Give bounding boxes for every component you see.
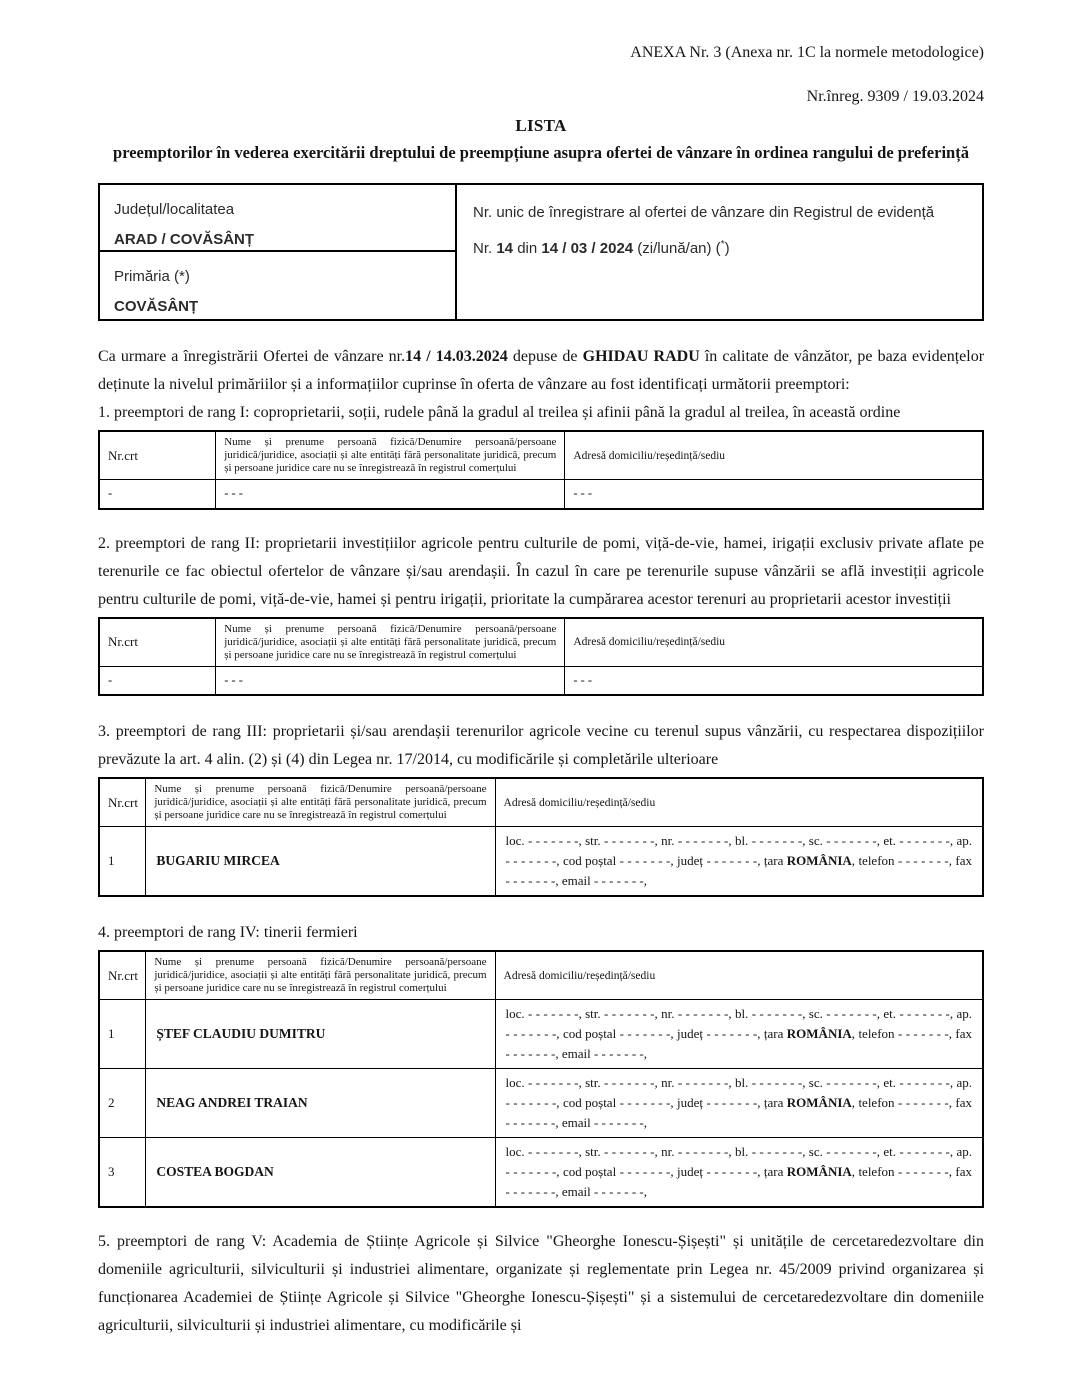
preemptor-name: BUGARIU MIRCEA: [146, 827, 495, 897]
rank1-empty-addr: - - -: [565, 480, 983, 509]
rank4-header-nr: Nr.crt: [99, 951, 146, 1000]
info-table: [98, 183, 984, 321]
rank2-empty-name: - - -: [216, 666, 565, 695]
rank1-header-addr: Adresă domiciliu/reședință/sediu: [565, 431, 983, 480]
rank4-header-addr: Adresă domiciliu/reședință/sediu: [495, 951, 983, 1000]
anexa-line: ANEXA Nr. 3 (Anexa nr. 1C la normele metodologice): [630, 44, 984, 61]
document-title: LISTA: [515, 116, 567, 135]
rank4-row-3: [99, 1138, 983, 1208]
county-value: ARAD / COVĂSÂNȚ: [114, 231, 255, 248]
preemptor-number: 3: [99, 1138, 146, 1208]
rank4-header-row: [99, 951, 983, 1000]
preemptor-name: NEAG ANDREI TRAIAN: [146, 1069, 495, 1138]
registration-number-line: Nr.înreg. 9309 / 19.03.2024: [806, 88, 984, 105]
document-subtitle: preemptorilor în vederea exercitării dreptului de preempțiune asupra ofertei de vânzare în ordinea rangului de preferință: [113, 143, 969, 162]
county-label: Județul/localitatea: [114, 201, 235, 218]
rank4-row-2: [99, 1069, 983, 1138]
preemptor-address: loc. - - - - - - -, str. - - - - - - -, nr. - - - - - - -, bl. - - - - - - -, sc. - - - - - - -, et. - - - - - - -, ap. - - - - - - -, cod poștal - - - - - - -, județ - - - - - - -, țara ROMÂNIA, telefon - - - - - - -, fax - - - - - - -, email - - - - - - -,: [495, 1000, 983, 1069]
rank2-empty-addr: - - -: [565, 666, 983, 695]
rank1-empty-name: - - -: [216, 480, 565, 509]
cityhall-cell: [100, 252, 457, 319]
rank1-header-row: [99, 431, 983, 480]
preemptor-address: loc. - - - - - - -, str. - - - - - - -, nr. - - - - - - -, bl. - - - - - - -, sc. - - - - - - -, et. - - - - - - -, ap. - - - - - - -, cod poștal - - - - - - -, județ - - - - - - -, țara ROMÂNIA, telefon - - - - - - -, fax - - - - - - -, email - - - - - - -,: [495, 827, 983, 897]
rank1-empty-nr: -: [99, 480, 216, 509]
rank3-table: [98, 777, 984, 897]
rank2-empty-nr: -: [99, 666, 216, 695]
preemptor-address: loc. - - - - - - -, str. - - - - - - -, nr. - - - - - - -, bl. - - - - - - -, sc. - - - - - - -, et. - - - - - - -, ap. - - - - - - -, cod poștal - - - - - - -, județ - - - - - - -, țara ROMÂNIA, telefon - - - - - - -, fax - - - - - - -, email - - - - - - -,: [495, 1138, 983, 1208]
offer-number-line: Nr. 14 din 14 / 03 / 2024 (zi/lună/an) (*): [473, 239, 730, 257]
preemptor-number: 1: [99, 827, 146, 897]
rank3-header-nr: Nr.crt: [99, 778, 146, 827]
section-rank4-text: 4. preemptori de rang IV: tinerii fermieri: [98, 924, 358, 941]
rank1-table: [98, 430, 984, 510]
section-rank2-text: 2. preemptori de rang II: proprietarii investițiilor agricole pentru culturile de pomi, viță-de-vie, hamei, irigații exclusiv private aflate pe terenurile ce fac obiectul ofertelor de vânzare și/sau arendașii. În cazul în care pe terenurile supuse vânzării se află investiții agricole pentru culturile de pomi, viță-de-vie, hamei și pentru irigații, prioritate la cumpărarea acestor terenuri au proprietarii acestor investiții: [98, 534, 984, 608]
section-rank3-text: 3. preemptori de rang III: proprietarii și/sau arendașii terenurilor agricole vecine cu terenul supus vânzării, cu respectarea dispozițiilor prevăzute la art. 4 alin. (2) și (4) din Legea nr. 17/2014, cu modificările și completările ulterioare: [98, 723, 984, 768]
rank2-table: [98, 617, 984, 697]
preemptor-name: ȘTEF CLAUDIU DUMITRU: [146, 1000, 495, 1069]
rank4-header-name: Nume și prenume persoană fizică/Denumire persoană/persoane juridică/juridice, asociații și alte entități fără personalitate juridică, precum și persoane juridice care nu se înregistrează în registrul comerțului: [146, 951, 495, 1000]
rank2-empty-row: [99, 666, 983, 695]
preemptor-number: 1: [99, 1000, 146, 1069]
rank3-header-addr: Adresă domiciliu/reședință/sediu: [495, 778, 983, 827]
cityhall-value: COVĂSÂNȚ: [114, 298, 199, 315]
rank2-header-nr: Nr.crt: [99, 618, 216, 667]
rank2-header-addr: Adresă domiciliu/reședință/sediu: [565, 618, 983, 667]
rank2-header-row: [99, 618, 983, 667]
rank1-header-name: Nume și prenume persoană fizică/Denumire persoană/persoane juridică/juridice, asociații și alte entități fără personalitate juridică, precum și persoane juridice care nu se înregistrează în registrul comerțului: [216, 431, 565, 480]
intro-paragraph: Ca urmare a înregistrării Ofertei de vânzare nr.14 / 14.03.2024 depuse de GHIDAU RADU în calitate de vânzător, pe baza evidențelor deținute la nivelul primăriilor și a informațiilor cuprinse în oferta de vânzare au fost identificați următorii preemptori:: [98, 348, 985, 393]
section-rank1-text: 1. preemptori de rang I: coproprietarii, soții, rudele până la gradul al treilea și afinii până la gradul al treilea, în această ordine: [98, 404, 901, 421]
rank2-header-name: Nume și prenume persoană fizică/Denumire persoană/persoane juridică/juridice, asociații și alte entități fără personalitate juridică, precum și persoane juridice care nu se înregistrează în registrul comerțului: [216, 618, 565, 667]
section-rank5-text: 5. preemptori de rang V: Academia de Științe Agricole și Silvice "Gheorghe Ionescu-Șișești" și unitățile de cercetaredezvoltare din domeniile agriculturii, silviculturii și industriei alimentare, organizate și reglementate prin Legea nr. 45/2009 privind organizarea și funcționarea Academiei de Științe Agricole și Silvice "Gheorghe Ionescu-Șișești" și a sistemului de cercetaredezvoltare din domeniile agriculturii, silviculturii și industriei alimentare, cu modificările și: [98, 1233, 984, 1334]
unique-registration-text: Nr. unic de înregistrare al ofertei de vânzare din Registrul de evidență: [473, 204, 935, 221]
rank3-row-1: [99, 827, 983, 897]
rank4-row-1: [99, 1000, 983, 1069]
rank1-header-nr: Nr.crt: [99, 431, 216, 480]
preemptor-number: 2: [99, 1069, 146, 1138]
rank3-header-row: [99, 778, 983, 827]
rank3-header-name: Nume și prenume persoană fizică/Denumire persoană/persoane juridică/juridice, asociații și alte entități fără personalitate juridică, precum și persoane juridice care nu se înregistrează în registrul comerțului: [146, 778, 495, 827]
rank1-empty-row: [99, 480, 983, 509]
preemptor-name: COSTEA BOGDAN: [146, 1138, 495, 1208]
cityhall-label: Primăria (*): [114, 268, 190, 285]
county-cell: [100, 185, 457, 252]
offer-registration-cell: [457, 185, 986, 319]
preemptor-address: loc. - - - - - - -, str. - - - - - - -, nr. - - - - - - -, bl. - - - - - - -, sc. - - - - - - -, et. - - - - - - -, ap. - - - - - - -, cod poștal - - - - - - -, județ - - - - - - -, țara ROMÂNIA, telefon - - - - - - -, fax - - - - - - -, email - - - - - - -,: [495, 1069, 983, 1138]
rank4-table: [98, 950, 984, 1208]
